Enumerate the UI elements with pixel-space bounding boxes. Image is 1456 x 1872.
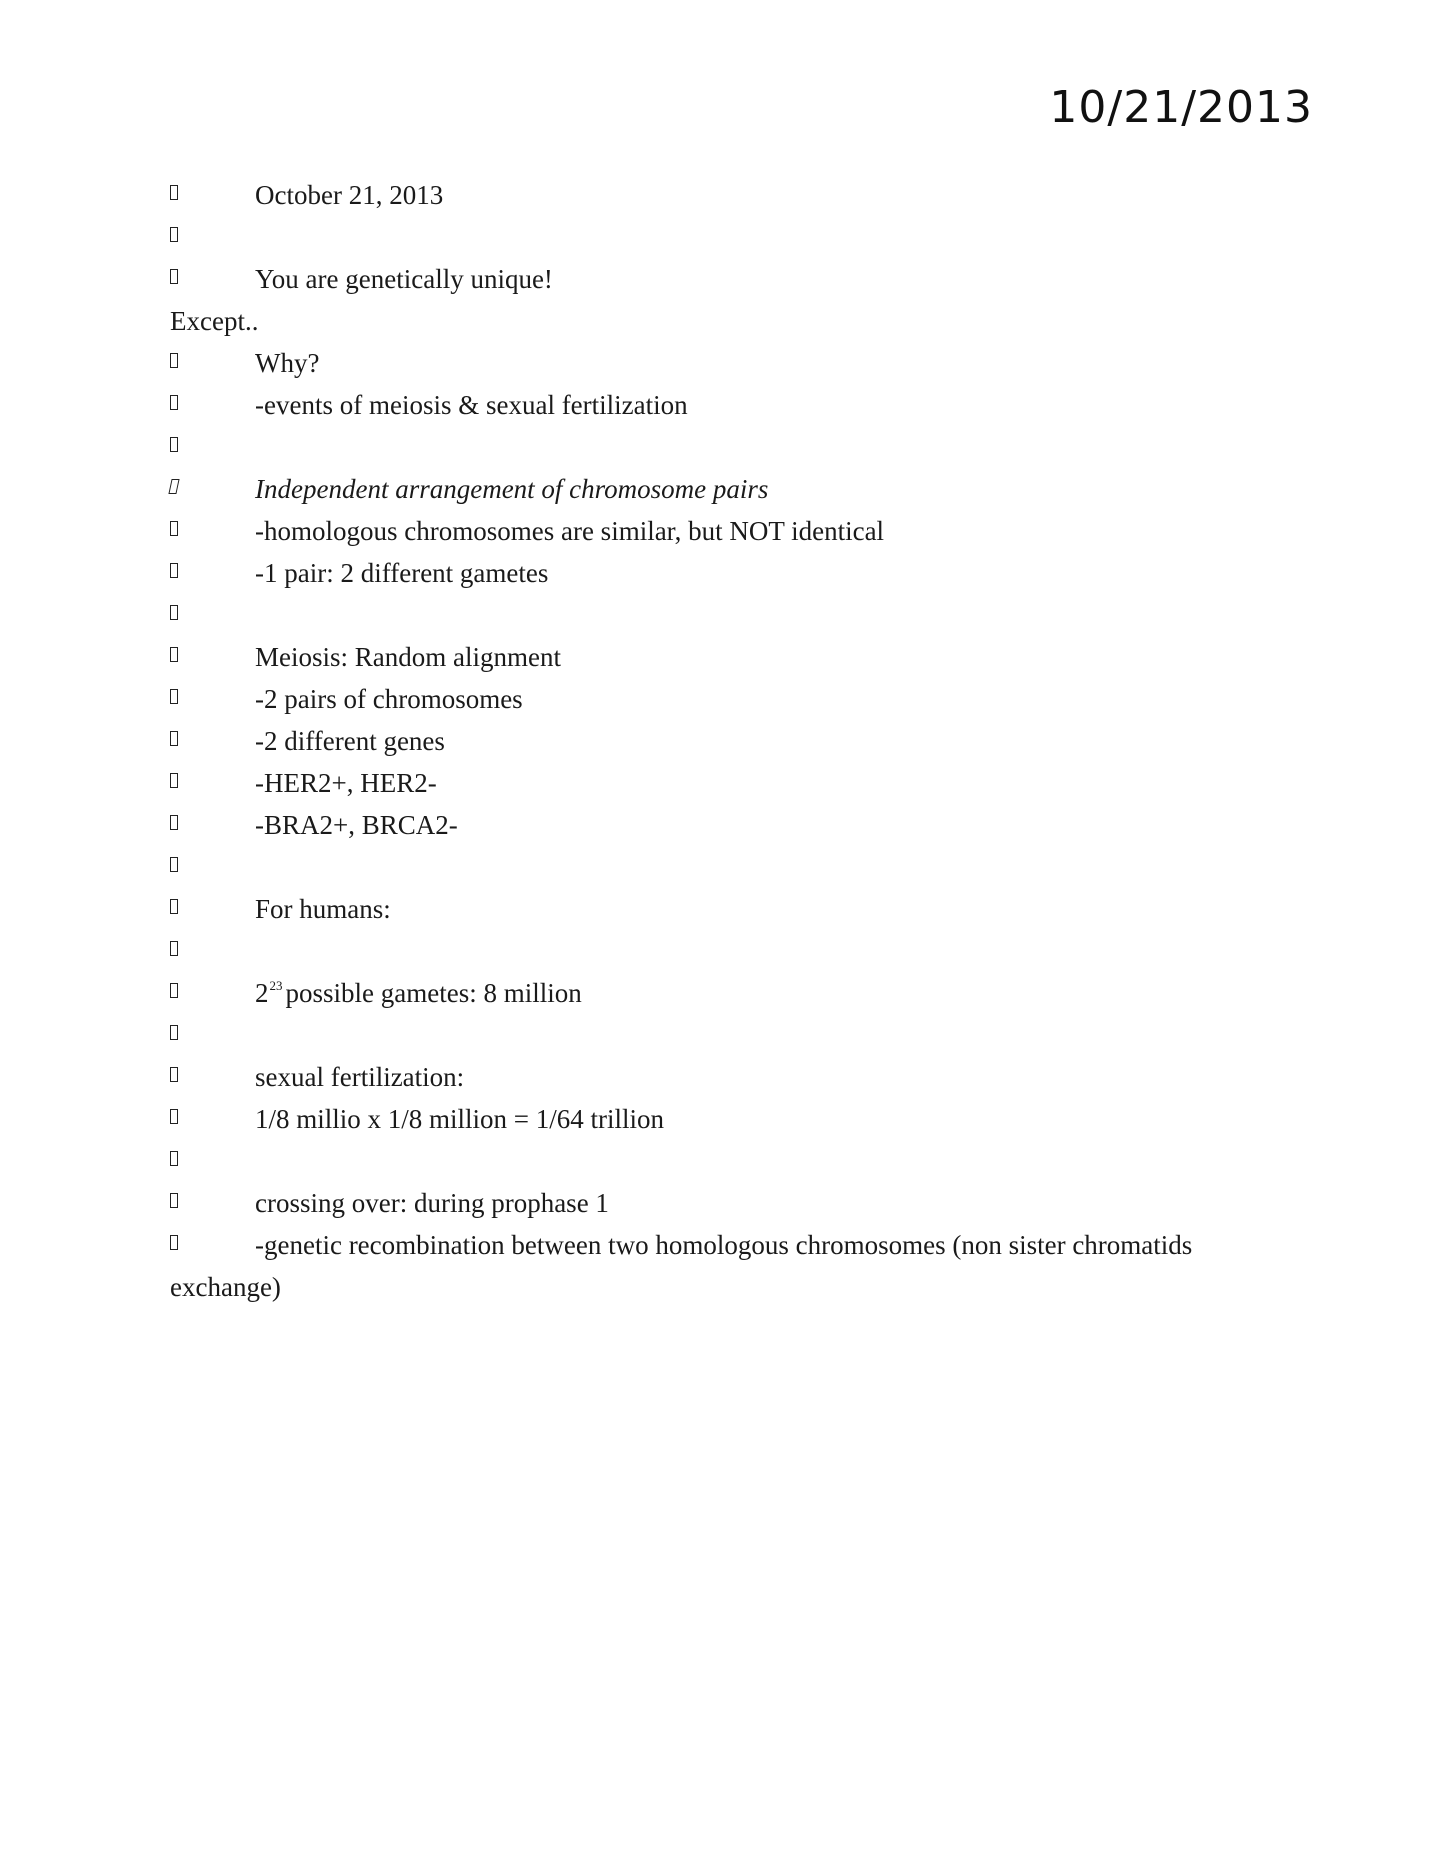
note-text: -HER2+, HER2- [255,768,437,798]
list-item [170,1266,1280,1308]
bullet-icon [170,941,178,956]
list-item [170,426,1280,468]
list-item [170,804,1280,846]
note-text: 1/8 millio x 1/8 million = 1/64 trillion [255,1104,664,1134]
bullet-icon [170,773,178,788]
bullet-icon [170,1193,178,1208]
list-item [170,1182,1280,1224]
bullet-icon [170,185,178,200]
note-text: -homologous chromosomes are similar, but NOT identical [255,516,885,546]
bullet-icon [170,521,178,536]
bullet-icon [170,1067,178,1082]
list-item [170,972,1280,1014]
bullet-icon [170,1025,178,1040]
list-item [170,510,1280,552]
note-text: crossing over: during prophase 1 [255,1188,609,1218]
exponent-rest: possible gametes: 8 million [285,978,582,1008]
list-item [170,1056,1280,1098]
bullet-icon [170,395,178,410]
note-text: Except.. [170,306,259,336]
bullet-icon [168,479,179,494]
list-item [170,762,1280,804]
note-text: October 21, 2013 [255,180,444,210]
list-item [170,384,1280,426]
list-item [170,888,1280,930]
note-text: sexual fertilization: [255,1062,465,1092]
list-item [170,1224,1280,1266]
bullet-icon [170,731,178,746]
page-header-date: 10/21/2013 [1049,82,1313,133]
list-item [170,1098,1280,1140]
notes-body [170,174,1280,1308]
note-text: -events of meiosis & sexual fertilization [255,390,688,420]
list-item [170,174,1280,216]
bullet-icon [170,815,178,830]
note-text: For humans: [255,894,391,924]
bullet-icon [170,1151,178,1166]
list-item [170,468,1280,510]
note-text: -BRA2+, BRCA2- [255,810,458,840]
bullet-icon [170,563,178,578]
exponent: 23 [269,978,283,993]
note-text: -1 pair: 2 different gametes [255,558,549,588]
bullet-icon [170,1235,178,1250]
bullet-icon [170,857,178,872]
note-text: Meiosis: Random alignment [255,642,561,672]
bullet-icon [170,605,178,620]
list-item [170,258,1280,300]
note-text-continuation: exchange) [170,1272,281,1302]
note-heading: Independent arrangement of chromosome pairs [255,474,769,504]
bullet-icon [170,269,178,284]
list-item [170,342,1280,384]
note-text: You are genetically unique! [255,264,553,294]
list-item [170,300,1280,342]
note-text [255,972,582,1014]
list-item [170,594,1280,636]
note-text: -genetic recombination between two homologous chromosomes (non sister chromatids [255,1230,1193,1260]
bullet-icon [170,899,178,914]
list-item [170,1140,1280,1182]
exponent-base: 2 [255,978,269,1008]
note-text: -2 different genes [255,726,445,756]
list-item [170,678,1280,720]
note-text: Why? [255,348,320,378]
bullet-icon [170,353,178,368]
bullet-icon [170,983,178,998]
note-text: -2 pairs of chromosomes [255,684,523,714]
list-item [170,216,1280,258]
list-item [170,552,1280,594]
list-item [170,930,1280,972]
bullet-icon [170,647,178,662]
list-item [170,846,1280,888]
list-item [170,1014,1280,1056]
bullet-icon [170,1109,178,1124]
bullet-icon [170,437,178,452]
list-item [170,720,1280,762]
list-item [170,636,1280,678]
bullet-icon [170,689,178,704]
bullet-icon [170,227,178,242]
